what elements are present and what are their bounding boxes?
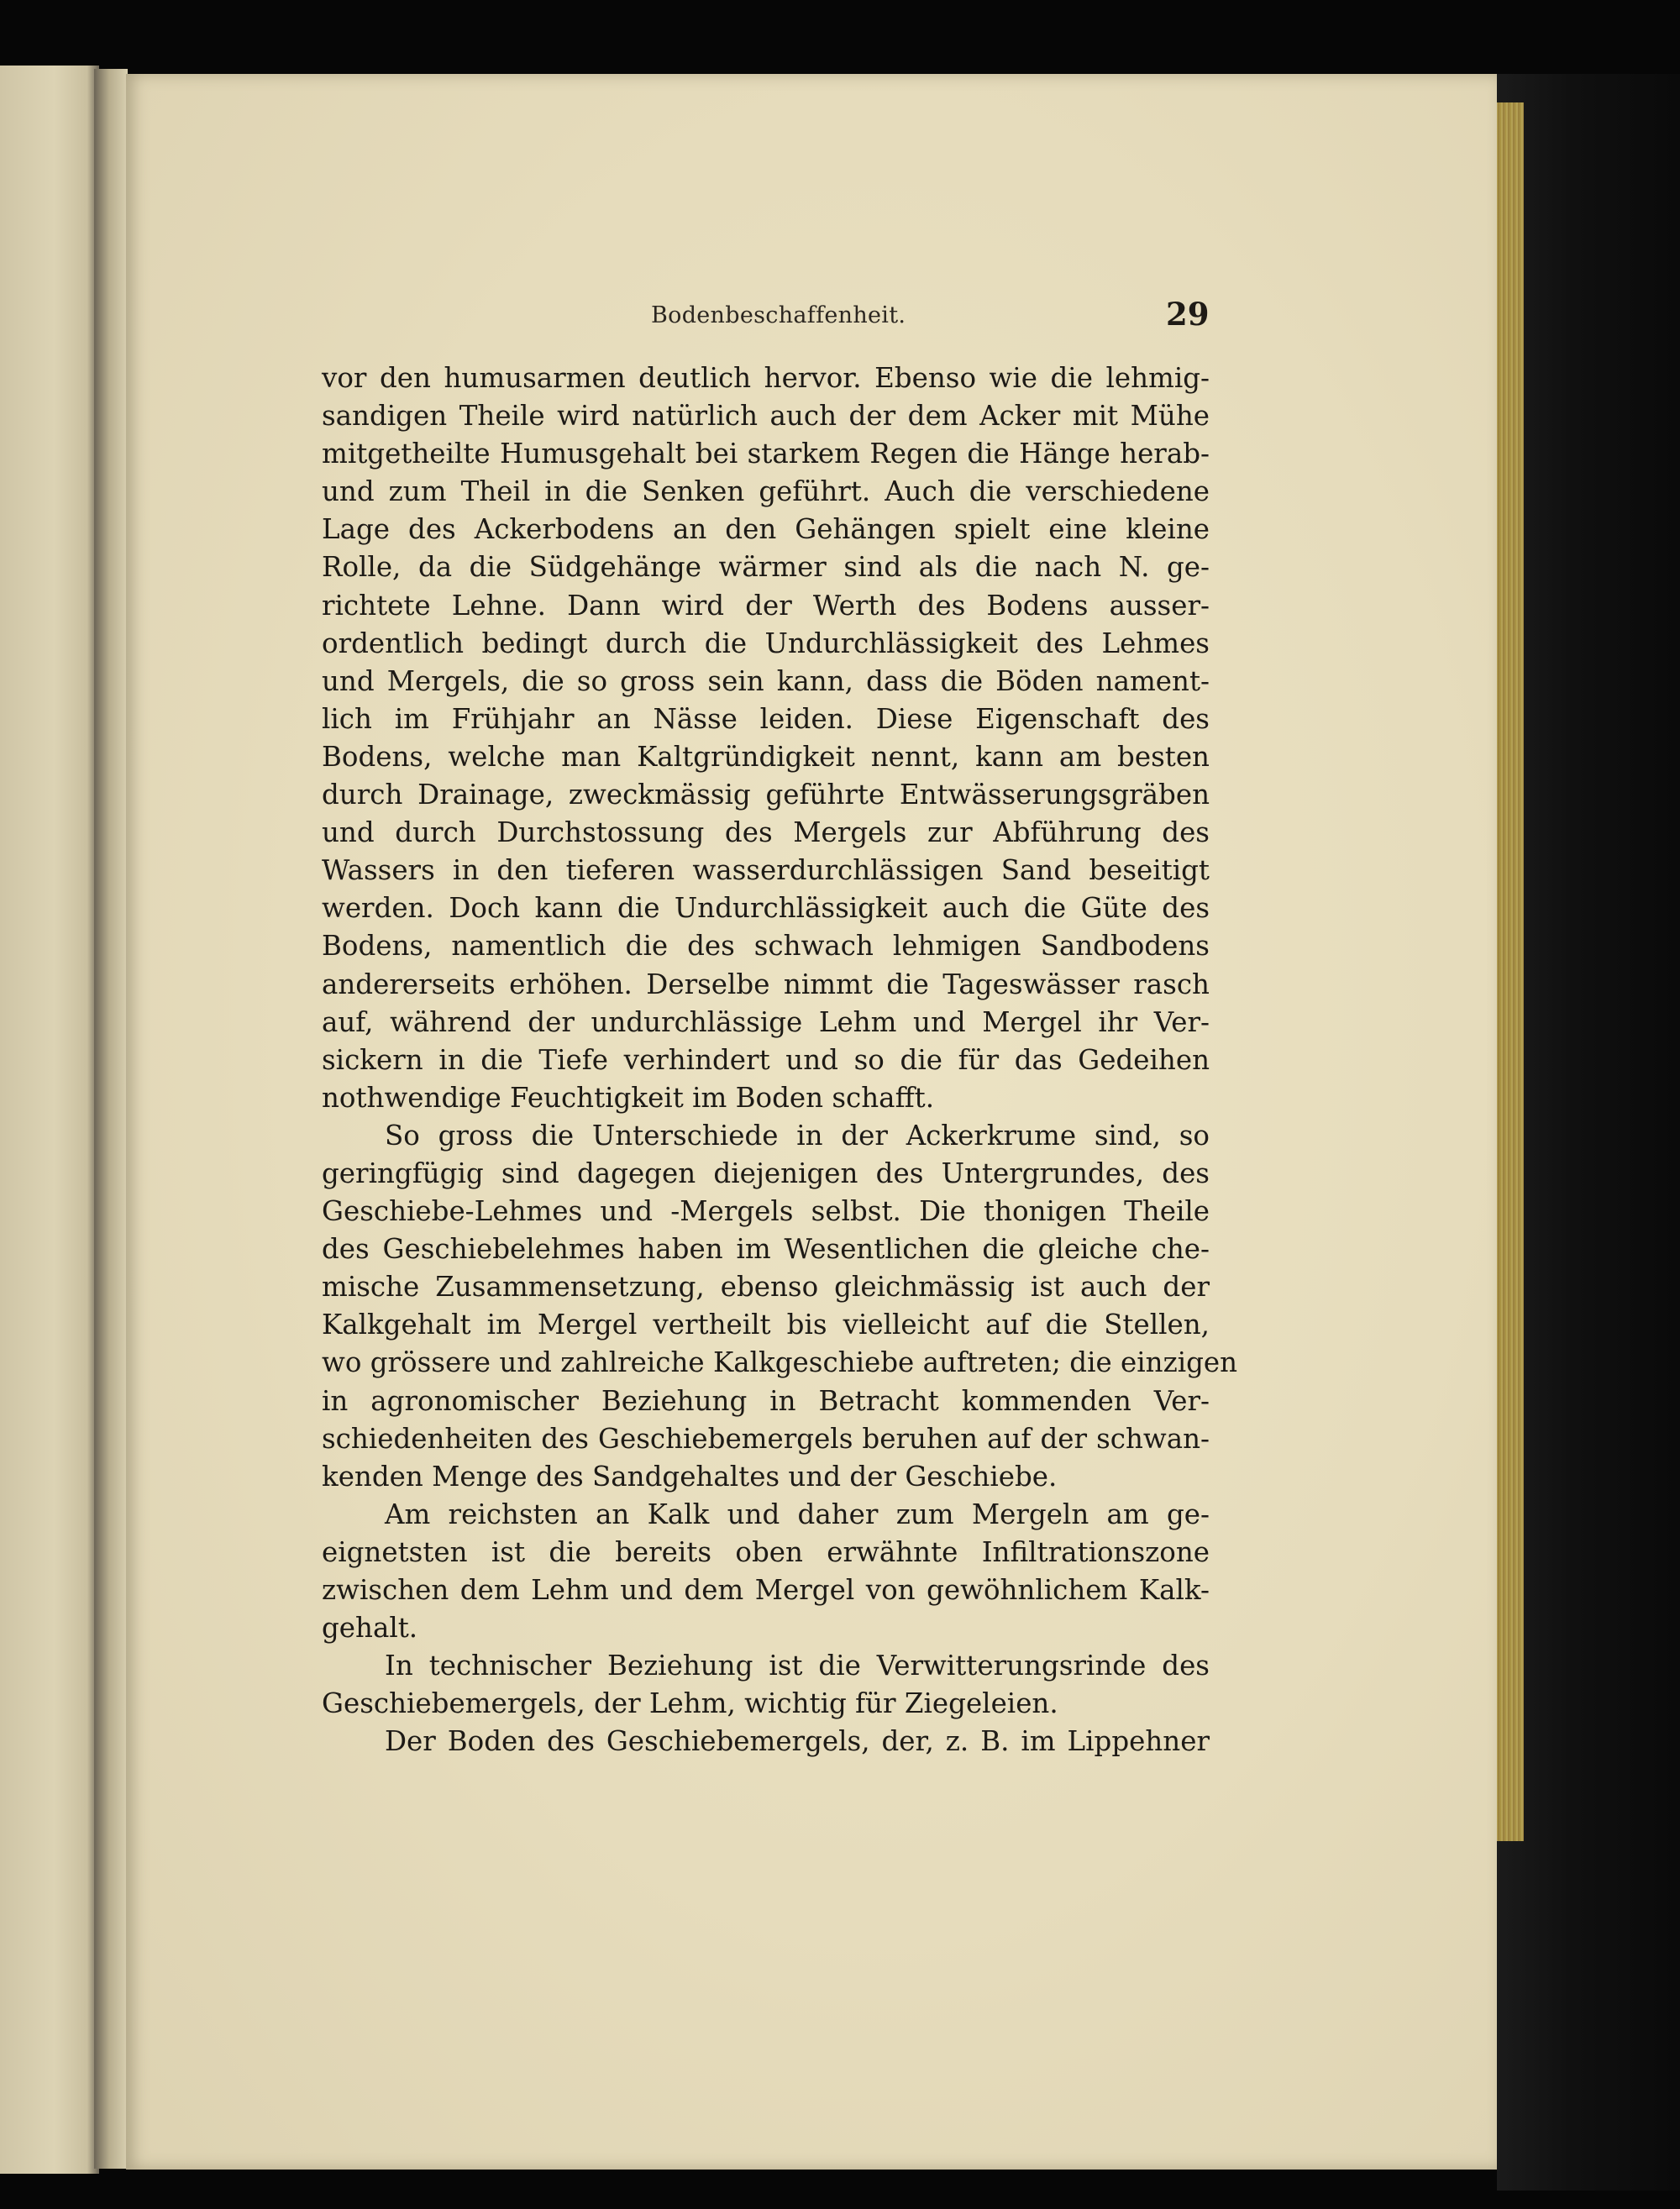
- book-cover-edge: [1497, 74, 1680, 2191]
- gilt-page-edges: [1495, 102, 1524, 1841]
- text-line: und zum Theil in die Senken geführt. Auch die verschiedene: [322, 475, 1210, 508]
- running-title: Bodenbeschaffenheit.: [651, 302, 906, 328]
- text-line: und Mergels, die so gross sein kann, dass die Böden nament-: [322, 664, 1210, 697]
- text-line: ordentlich bedingt durch die Undurchlässigkeit des Lehmes: [322, 627, 1210, 659]
- text-line: geringfügig sind dagegen diejenigen des Untergrundes, des: [322, 1157, 1210, 1189]
- text-line: Geschiebemergels, der Lehm, wichtig für Ziegeleien.: [322, 1687, 1058, 1720]
- book-gutter: [94, 69, 128, 2169]
- text-line: vor den humusarmen deutlich hervor. Ebenso wie die lehmig-: [322, 362, 1210, 394]
- paragraph-first-line: Am reichsten an Kalk und daher zum Mergeln am ge-: [385, 1498, 1210, 1530]
- body-text: [322, 359, 1238, 1760]
- text-line: andererseits erhöhen. Derselbe nimmt die Tageswässer rasch: [322, 968, 1210, 1000]
- text-line: Rolle, da die Südgehänge wärmer sind als die nach N. ge-: [322, 551, 1210, 584]
- text-line: Bodens, namentlich die des schwach lehmigen Sandbodens: [322, 930, 1210, 963]
- text-line: sickern in die Tiefe verhindert und so die für das Gedeihen: [322, 1043, 1210, 1076]
- text-line: zwischen dem Lehm und dem Mergel von gewöhnlichem Kalk-: [322, 1574, 1210, 1606]
- paragraph-first-line: Der Boden des Geschiebemergels, der, z. B. im Lippehner: [385, 1725, 1210, 1758]
- text-line: nothwendige Feuchtigkeit im Boden schafft.: [322, 1081, 935, 1114]
- text-line: werden. Doch kann die Undurchlässigkeit auch die Güte des: [322, 892, 1210, 925]
- text-line: richtete Lehne. Dann wird der Werth des Bodens ausser-: [322, 589, 1210, 622]
- text-line: gehalt.: [322, 1612, 418, 1645]
- paragraph-first-line: In technischer Beziehung ist die Verwitterungsrinde des: [385, 1650, 1210, 1682]
- text-line: auf, während der undurchlässige Lehm und Mergel ihr Ver-: [322, 1005, 1210, 1038]
- text-line: mitgetheilte Humusgehalt bei starkem Regen die Hänge herab-: [322, 438, 1210, 470]
- left-page-edge: [0, 66, 99, 2174]
- text-line: in agronomischer Beziehung in Betracht kommenden Ver-: [322, 1384, 1210, 1417]
- text-line: und durch Durchstossung des Mergels zur Abführung des: [322, 816, 1210, 849]
- text-line: eignetsten ist die bereits oben erwähnte Infiltrationszone: [322, 1535, 1210, 1568]
- text-line: sandigen Theile wird natürlich auch der dem Acker mit Mühe: [322, 400, 1210, 433]
- text-line: Bodens, welche man Kaltgründigkeit nennt, kann am besten: [322, 740, 1210, 773]
- text-line: kenden Menge des Sandgehaltes und der Geschiebe.: [322, 1460, 1058, 1493]
- text-line: lich im Frühjahr an Nässe leiden. Diese Eigenschaft des: [322, 702, 1210, 735]
- text-line: wo grössere und zahlreiche Kalkgeschiebe auftreten; die einzigen: [322, 1346, 1238, 1379]
- text-line: Kalkgehalt im Mergel vertheilt bis vielleicht auf die Stellen,: [322, 1309, 1210, 1341]
- text-line: des Geschiebelehmes haben im Wesentlichen die gleiche che-: [322, 1233, 1210, 1266]
- text-line: durch Drainage, zweckmässig geführte Entwässerungsgräben: [322, 779, 1210, 811]
- text-line: Lage des Ackerbodens an den Gehängen spielt eine kleine: [322, 513, 1210, 546]
- text-line: mische Zusammensetzung, ebenso gleichmässig ist auch der: [322, 1271, 1210, 1304]
- text-line: Wassers in den tieferen wasserdurchlässigen Sand beseitigt: [322, 854, 1210, 887]
- text-line: schiedenheiten des Geschiebemergels beruhen auf der schwan-: [322, 1422, 1210, 1455]
- text-line: Geschiebe-Lehmes und -Mergels selbst. Die thonigen Theile: [322, 1195, 1210, 1228]
- page-number: 29: [1166, 296, 1210, 333]
- paragraph-first-line: So gross die Unterschiede in der Ackerkrume sind, so: [385, 1119, 1210, 1152]
